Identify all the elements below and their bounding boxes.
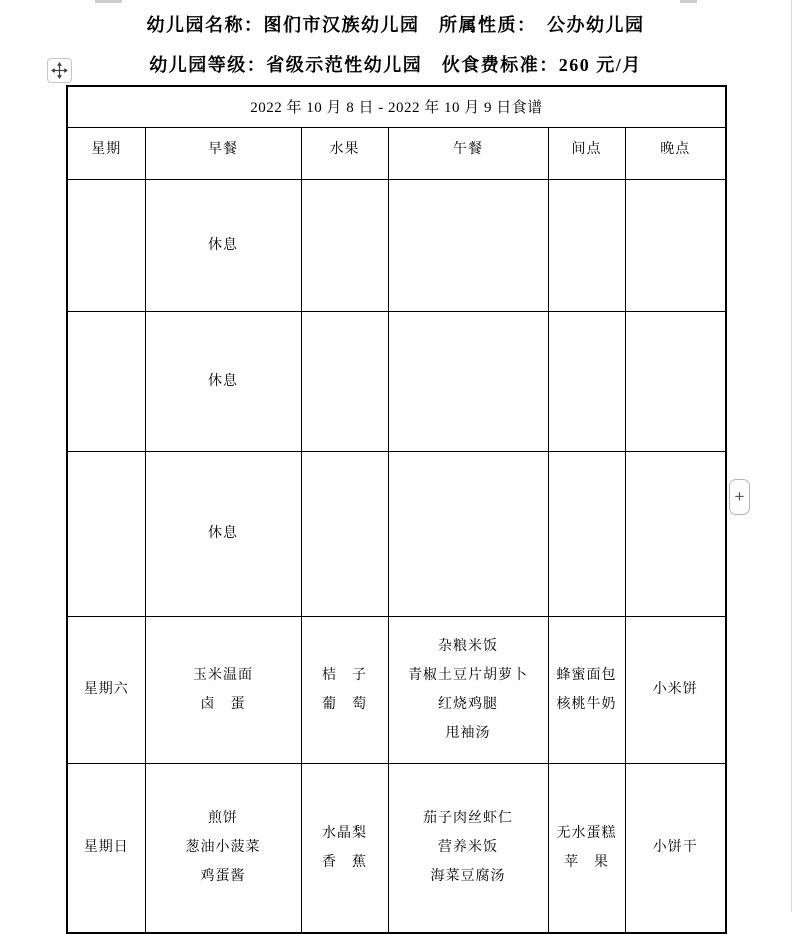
cell-breakfast (145, 179, 301, 311)
cell-line: 休息 (208, 526, 238, 541)
cell-line: 红烧鸡腿 (438, 696, 498, 712)
cell-snack (548, 451, 625, 616)
cell-day (67, 451, 145, 616)
table-row (67, 616, 726, 763)
cell-line: 无水蛋糕 (556, 825, 617, 841)
cell-line: 小米饼 (652, 682, 698, 697)
cell-lunch (388, 451, 548, 616)
cell-line: 星期六 (83, 682, 129, 697)
col-header-day: 星期 (67, 127, 145, 179)
cell-line: 杂粮米饭 (438, 638, 498, 654)
cell-day (67, 179, 145, 311)
cell-day (67, 763, 145, 933)
cell-line: 桔 子 (322, 667, 367, 683)
table-row (67, 451, 726, 616)
clipped-ui-fragment (680, 0, 697, 3)
table-title-row (67, 86, 726, 127)
cell-line: 星期日 (83, 840, 129, 856)
kindergarten-name-line: 幼儿园名称：图们市汉族幼儿园 所属性质： 公办幼儿园 (146, 15, 645, 35)
cell-breakfast (145, 311, 301, 451)
cell-supper (625, 616, 726, 763)
cell-supper (625, 311, 726, 451)
cell-lunch (388, 179, 548, 311)
cell-lunch (388, 763, 548, 933)
table-row (67, 311, 726, 451)
table-header-row (67, 127, 726, 179)
cell-line: 青椒土豆片胡萝卜 (408, 667, 528, 683)
cell-line: 小饼干 (652, 840, 698, 856)
cell-fruit (301, 451, 388, 616)
col-header-snack: 间点 (548, 127, 625, 179)
cell-line: 茄子肉丝虾仁 (423, 811, 513, 827)
cell-line: 营养米饭 (438, 840, 498, 856)
cell-line: 核桃牛奶 (556, 696, 617, 712)
cell-line: 蜂蜜面包 (556, 667, 617, 683)
cell-line: 休息 (208, 373, 238, 389)
cell-fruit (301, 311, 388, 451)
cell-line: 葡 萄 (322, 696, 367, 712)
cell-breakfast (145, 451, 301, 616)
col-header-fruit: 水果 (301, 127, 388, 179)
add-row-button[interactable] (729, 479, 750, 515)
table-row (67, 763, 726, 933)
cell-lunch (388, 311, 548, 451)
cell-day (67, 616, 145, 763)
cell-line: 水晶梨 (322, 825, 367, 841)
cell-line: 鸡蛋酱 (200, 869, 246, 885)
cell-line: 苹 果 (564, 854, 609, 870)
cell-breakfast (145, 616, 301, 763)
cell-line: 甩袖汤 (445, 725, 491, 741)
table-title: 2022 年 10 月 8 日 - 2022 年 10 月 9 日食谱 (67, 86, 726, 127)
col-header-supper: 晚点 (625, 127, 726, 179)
cell-day (67, 311, 145, 451)
cell-breakfast (145, 763, 301, 933)
table-row (67, 179, 726, 311)
cell-line: 玉米温面 (193, 667, 253, 683)
page-edge-divider (791, 0, 792, 912)
kindergarten-grade-line: 幼儿园等级：省级示范性幼儿园 伙食费标准：260 元/月 (149, 55, 642, 75)
col-header-lunch: 午餐 (388, 127, 548, 179)
clipped-ui-fragment (95, 0, 122, 3)
cell-snack (548, 763, 625, 933)
menu-table (66, 85, 727, 934)
col-header-breakfast: 早餐 (145, 127, 301, 179)
document-header (66, 5, 725, 85)
cell-line: 休息 (208, 237, 238, 253)
cell-line: 海菜豆腐汤 (430, 869, 506, 885)
cell-line: 卤 蛋 (200, 696, 246, 712)
cell-fruit (301, 179, 388, 311)
plus-icon: + (734, 487, 745, 506)
cell-snack (548, 616, 625, 763)
cell-snack (548, 311, 625, 451)
cell-supper (625, 763, 726, 933)
cell-supper (625, 451, 726, 616)
cell-snack (548, 179, 625, 311)
cell-fruit (301, 616, 388, 763)
cell-line: 葱油小菠菜 (185, 840, 261, 856)
cell-supper (625, 179, 726, 311)
cell-fruit (301, 763, 388, 933)
menu-table-body (67, 179, 726, 933)
cell-line: 香 蕉 (322, 854, 367, 870)
cell-line: 煎饼 (208, 811, 238, 827)
cell-lunch (388, 616, 548, 763)
